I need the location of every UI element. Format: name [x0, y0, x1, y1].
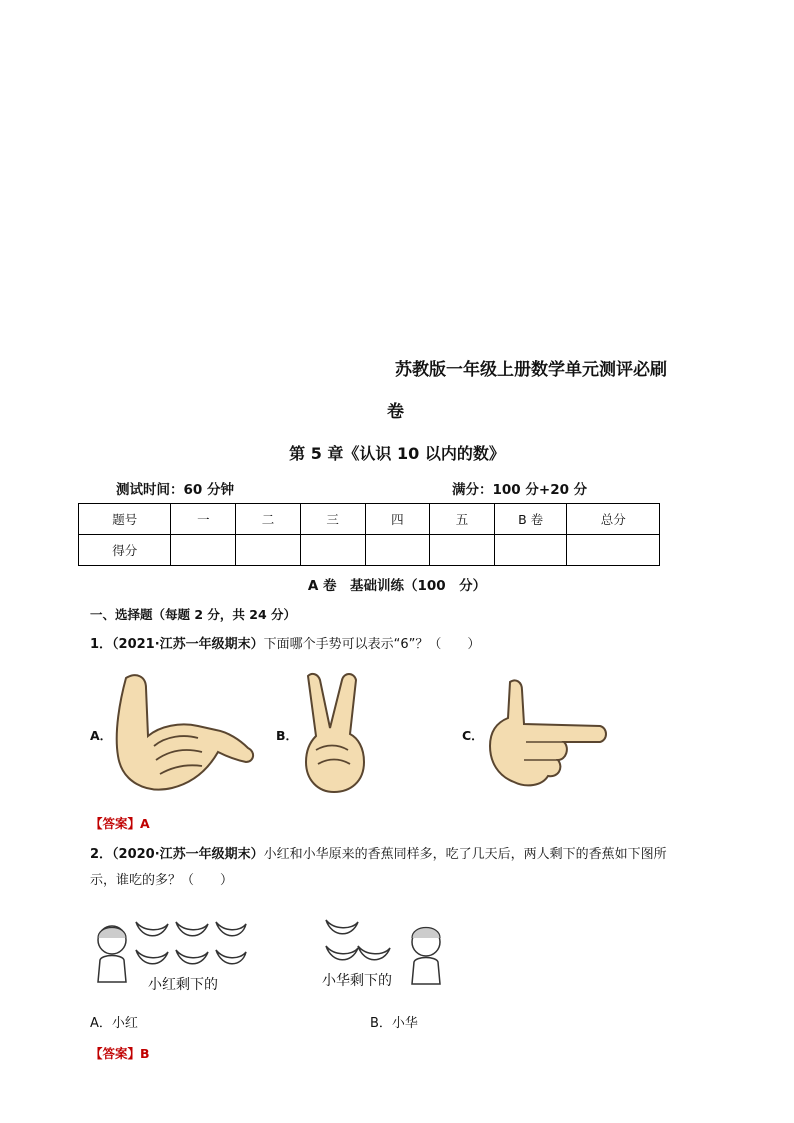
score-input-cell[interactable]	[236, 535, 301, 566]
question-2	[90, 842, 710, 894]
answer-value: A	[140, 816, 150, 831]
table-cell: 一	[171, 504, 236, 535]
hand-two-gesture-image	[298, 670, 374, 796]
answer-value: B	[140, 1046, 150, 1061]
table-cell: 四	[365, 504, 430, 535]
score-table	[78, 503, 660, 566]
table-cell: 题号	[79, 504, 171, 535]
banana-icons	[136, 922, 246, 964]
score-input-cell[interactable]	[430, 535, 495, 566]
score-input-cell[interactable]	[300, 535, 365, 566]
question-source: （2021·江苏一年级期末）	[112, 637, 264, 652]
full-score: 满分：100 分+20 分	[452, 482, 588, 498]
section-title: A 卷 基础训练（100 分）	[307, 578, 487, 594]
option-c-label: C．	[462, 728, 484, 743]
doc-title-line2: 卷	[387, 402, 404, 422]
score-input-cell[interactable]	[365, 535, 430, 566]
question-number: 1．	[90, 637, 113, 652]
question-number: 2．	[90, 847, 113, 862]
option-a-label: A．	[90, 728, 113, 743]
chapter-title: 第 5 章《认识 10 以内的数》	[289, 444, 505, 463]
table-cell: B 卷	[494, 504, 567, 535]
caption-xiaohong: 小红剩下的	[148, 977, 218, 993]
table-cell: 五	[430, 504, 495, 535]
table-cell: 得分	[79, 535, 171, 566]
hand-pointing-gesture-image	[482, 676, 610, 792]
caption-xiaohua: 小华剩下的	[322, 973, 392, 989]
score-input-cell[interactable]	[494, 535, 567, 566]
score-input-cell[interactable]	[171, 535, 236, 566]
option-b: B．小华	[370, 1016, 418, 1031]
answer-label: 【答案】	[90, 816, 141, 831]
score-table-score-row	[79, 535, 660, 566]
boy-icon	[412, 928, 440, 985]
question-source: （2020·江苏一年级期末）	[112, 847, 264, 862]
section-heading: 一、选择题（每题 2 分，共 24 分）	[90, 607, 297, 622]
option-b-label: B．	[276, 728, 299, 743]
question-text-line1: 小红和小华原来的香蕉同样多，吃了几天后，两人剩下的香蕉如下图所	[263, 847, 667, 862]
answer-label: 【答案】	[90, 1046, 141, 1061]
table-cell: 总分	[567, 504, 660, 535]
hand-six-gesture-image	[114, 670, 260, 800]
option-a: A．小红	[90, 1016, 138, 1031]
question-1	[90, 632, 480, 658]
question-text: 下面哪个手势可以表示“6”？（ ）	[263, 637, 481, 652]
table-cell: 二	[236, 504, 301, 535]
doc-title-line1: 苏教版一年级上册数学单元测评必刷	[395, 360, 667, 380]
answer-2	[90, 1043, 150, 1062]
banana-icons	[326, 920, 390, 960]
table-cell: 三	[300, 504, 365, 535]
test-time: 测试时间：60 分钟	[116, 482, 234, 498]
score-table-header-row	[79, 504, 660, 535]
answer-1	[90, 813, 150, 832]
question-text-line2: 示，谁吃的多？（ ）	[90, 873, 234, 888]
score-input-cell[interactable]	[567, 535, 660, 566]
girl-icon	[98, 926, 126, 982]
